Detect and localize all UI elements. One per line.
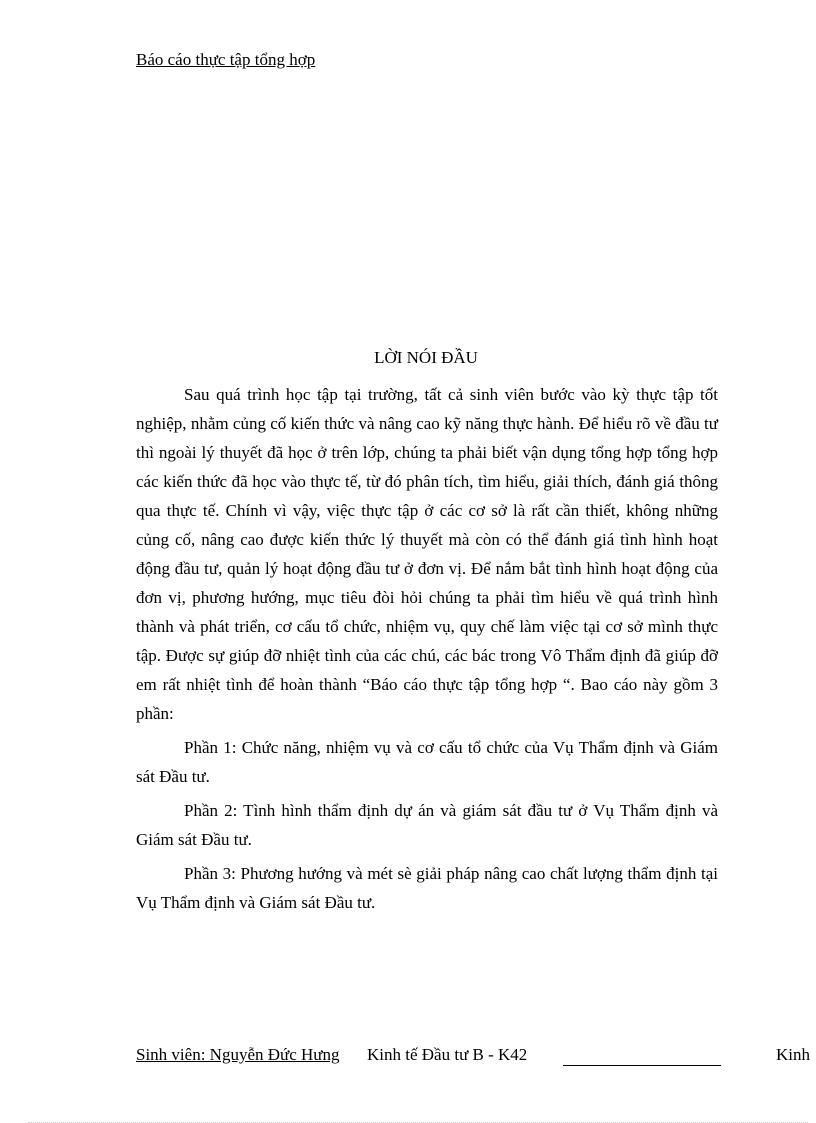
footer-overflow-text: Kinh — [776, 1045, 810, 1064]
running-header: Báo cáo thực tập tổng hợp — [136, 50, 316, 69]
intro-paragraph: Sau quá trình học tập tại trường, tất cả sinh viên bước vào kỳ thực tập tốt nghiệp, nhằm củng cố kiến thức và nâng cao kỹ năng thực hành. Để hiểu rõ về đầu tư thì ngoài lý thuyết đã học ở trên lớp, chúng ta phải biết vận dụng tổng hợp tổng hợp các kiến thức đã học vào thực tế, từ đó phân tích, tìm hiểu, giải thích, đánh giá thông qua thực tế. Chính vì vậy, việc thực tập ở các cơ sở là rất cần thiết, không những củng cố, nâng cao được kiến thức lý thuyết mà còn có thể đánh giá tình hình hoạt động đầu tư, quản lý hoạt động đầu tư ở đơn vị. Để nắm bắt tình hình hoạt động của đơn vị, phương hướng, mục tiêu đòi hỏi chúng ta phải tìm hiểu về quá trình hình thành và phát triển, cơ cấu tổ chức, nhiệm vụ, quy chế làm việc tại cơ sở mình thực tập. Được sự giúp đỡ nhiệt tình của các chú, các bác trong Vô Thẩm định đã giúp đỡ em rất nhiệt tình để hoàn thành “Báo cáo thực tập tổng hợp “. Bao cáo này gồm 3 phần: — [136, 385, 718, 723]
part-2-paragraph: Phần 2: Tình hình thẩm định dự án và giám sát đầu tư ở Vụ Thẩm định và Giám sát Đầu tư. — [136, 801, 718, 849]
part-1-paragraph: Phần 1: Chức năng, nhiệm vụ và cơ cấu tổ chức của Vụ Thẩm định và Giám sát Đầu tư. — [136, 738, 718, 786]
footer-rule — [563, 1065, 721, 1066]
footer-student-name: Sinh viên: Nguyễn Đức Hưng — [136, 1045, 340, 1064]
part-3-paragraph: Phần 3: Phương hướng và mét sè giải pháp nâng cao chất lượng thẩm định tại Vụ Thẩm định và Giám sát Đầu tư. — [136, 864, 718, 912]
footer-major: Kinh tế Đầu tư B - K42 — [367, 1045, 528, 1064]
section-heading: LỜI NÓI ĐẦU — [374, 348, 478, 367]
document-body — [136, 380, 718, 922]
